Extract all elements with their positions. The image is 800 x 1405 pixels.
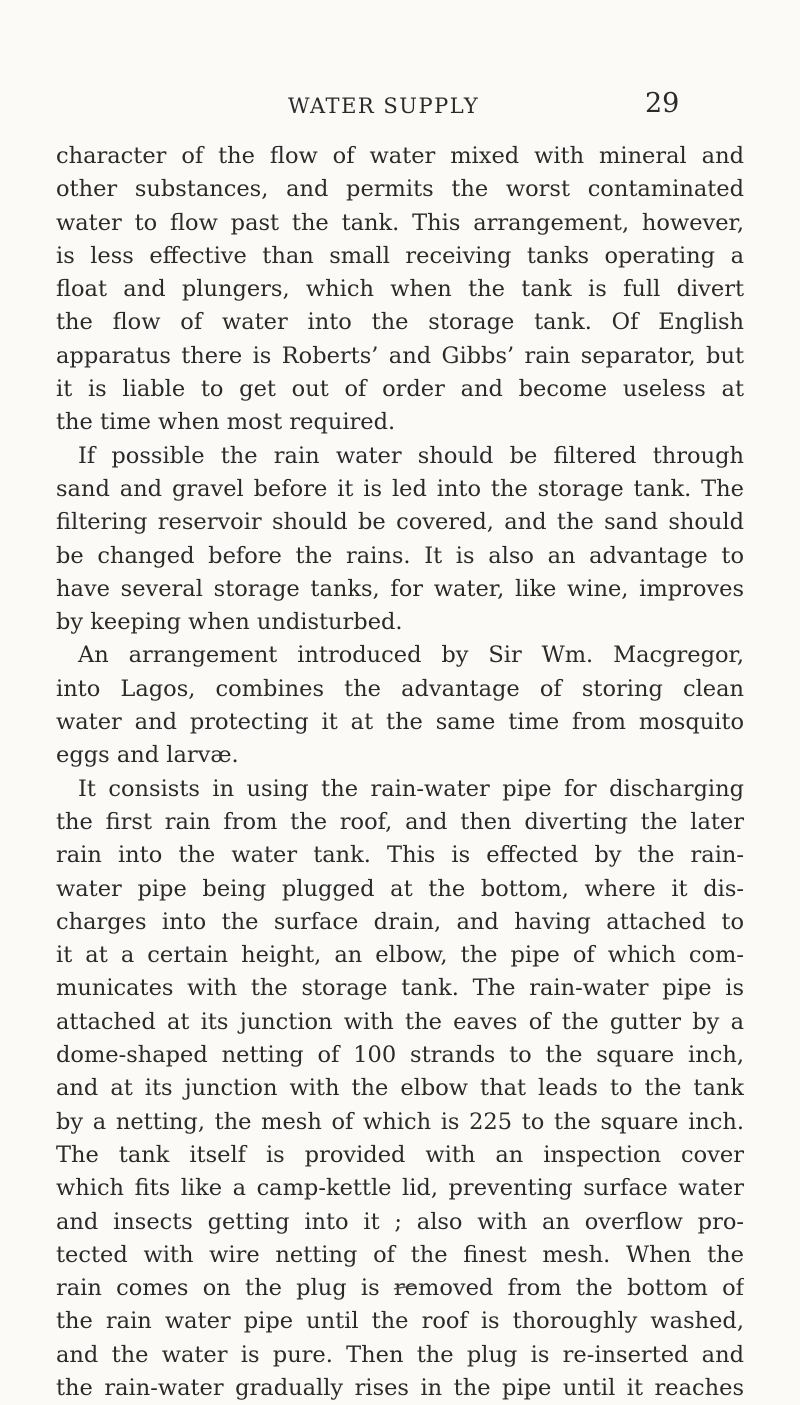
text-line: It consists in using the rain-water pipe for discharging (78, 775, 744, 802)
text-line: the rain-water gradually rises in the pipe until it reaches (56, 1374, 744, 1401)
text-line: have several storage tanks, for water, like wine, improves (56, 575, 744, 602)
running-title: WATER SUPPLY (288, 94, 480, 118)
text-line: the rain water pipe until the roof is thoroughly washed, (56, 1308, 744, 1335)
text-line: by keeping when undisturbed. (56, 609, 403, 636)
text-line: character of the flow of water mixed with mineral and (56, 143, 744, 169)
body-text (56, 140, 744, 1405)
text-line: sand and gravel before it is led into the storage tank. The (56, 475, 744, 502)
text-line: and at its junction with the elbow that leads to the tank (56, 1075, 744, 1102)
text-line: water and protecting it at the same time from mosquito (56, 709, 744, 736)
text-line: dome-shaped netting of 100 strands to the square inch, (56, 1042, 744, 1069)
text-line: by a netting, the mesh of which is 225 to the square inch. (56, 1108, 744, 1135)
text-line: float and plungers, which when the tank is full divert (56, 276, 744, 303)
text-line: be changed before the rains. It is also an advantage to (56, 542, 744, 569)
text-line: water to flow past the tank. This arrangement, however, (56, 209, 744, 236)
text-line: tected with wire netting of the finest mesh. When the (56, 1241, 744, 1268)
text-line: into Lagos, combines the advantage of storing clean (56, 675, 744, 702)
text-line: and the water is pure. Then the plug is re-inserted and (56, 1341, 744, 1368)
text-line: and insects getting into it ; also with an overflow pro- (56, 1208, 744, 1235)
page-number: 29 (645, 88, 680, 119)
text-line: rain into the water tank. This is effected by the rain- (56, 842, 744, 869)
printer-mark-icon (392, 1283, 418, 1291)
text-line: water pipe being plugged at the bottom, where it dis- (56, 875, 744, 902)
text-line: If possible the rain water should be filtered through (78, 442, 744, 469)
text-line: rain comes on the plug is removed from the bottom of (56, 1275, 744, 1302)
text-line: the time when most required. (56, 409, 396, 436)
text-line: attached at its junction with the eaves of the gutter by a (56, 1008, 744, 1035)
text-line: eggs and larvæ. (56, 742, 239, 769)
text-line: the first rain from the roof, and then diverting the later (56, 808, 744, 835)
text-line: which fits like a camp-kettle lid, preventing surface water (56, 1175, 744, 1202)
text-line: An arrangement introduced by Sir Wm. Macgregor, (78, 642, 744, 669)
text-line: The tank itself is provided with an inspection cover (56, 1141, 744, 1168)
text-line: municates with the storage tank. The rain-water pipe is (56, 975, 744, 1002)
text-line: other substances, and permits the worst contaminated (56, 176, 744, 203)
text-line: is less effective than small receiving tanks operating a (56, 242, 744, 269)
text-line: charges into the surface drain, and having attached to (56, 908, 744, 935)
text-line: it at a certain height, an elbow, the pipe of which com- (56, 942, 744, 969)
text-line: apparatus there is Roberts’ and Gibbs’ rain separator, but (56, 342, 744, 369)
text-line: it is liable to get out of order and become useless at (56, 376, 744, 403)
running-header (0, 88, 800, 120)
text-line: filtering reservoir should be covered, and the sand should (56, 509, 744, 536)
text-line: the flow of water into the storage tank. Of English (56, 309, 744, 336)
